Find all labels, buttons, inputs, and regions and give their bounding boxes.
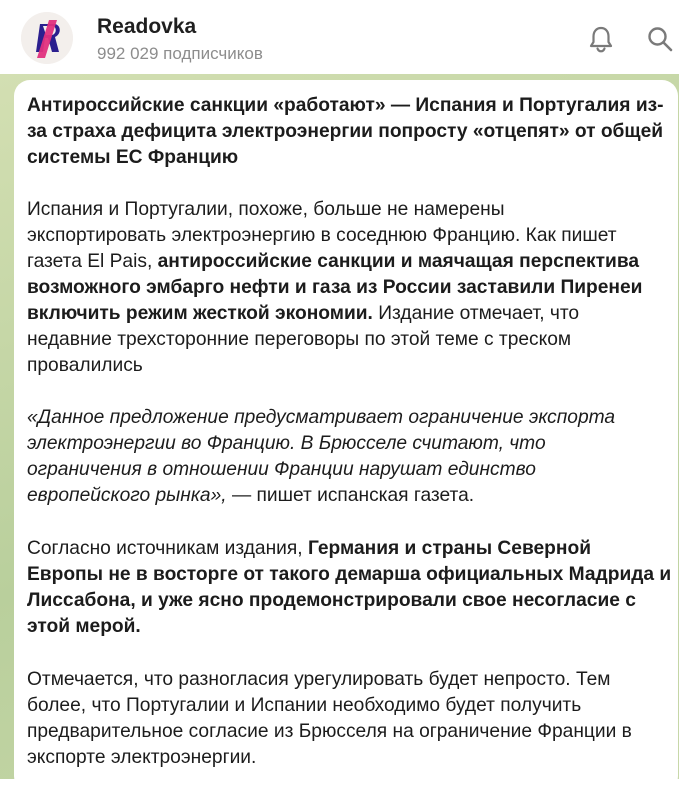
body-bold-text: Германия и страны Северной [307, 538, 591, 559]
quote-line: «Данное предложение предусматривает ограничение экспорта [27, 407, 616, 428]
search-icon[interactable] [645, 24, 675, 54]
body-line: экспортировать электроэнергию в соседнюю Францию. Как пишет [27, 225, 617, 246]
body-bold-line: Европы не в восторге от такого демарша официальных Мадрида и [27, 564, 672, 585]
body-line: более, что Португалии и Испании необходимо будет получить [27, 695, 582, 716]
body-line: провалились [27, 355, 143, 376]
body-text: Согласно источникам издания, [27, 538, 303, 559]
body-line: предварительное согласие из Брюсселя на ограничение Франции в [27, 721, 632, 742]
body-text: Издание отмечает, что [378, 303, 580, 324]
readovka-logo [21, 12, 73, 64]
body-line: экспорте электроэнергии. [27, 747, 257, 768]
quote-line: ограничения в отношении Франции нарушат единство [27, 459, 536, 480]
body-bold-line: возможного эмбарго нефти и газа из России заставили Пиренеи [27, 277, 643, 298]
body-bold-line: Лиссабона, и уже ясно продемонстрировали свое несогласие с [27, 590, 636, 611]
channel-title[interactable]: Readovka [97, 15, 197, 38]
body-bold-text: включить режим жесткой экономии. [27, 303, 373, 324]
body-bold-text: антироссийские санкции и маячащая перспектива [157, 251, 640, 272]
body-line: недавние трехсторонние переговоры по этой теме с треском [27, 329, 572, 350]
body-line: Испания и Португалии, похоже, больше не намерены [27, 199, 505, 220]
body-line [27, 536, 591, 562]
body-text: — пишет испанская газета. [231, 485, 475, 506]
quote-text: европейского рынка», [27, 485, 227, 506]
channel-avatar[interactable] [21, 12, 73, 64]
quote-line: электроэнергии во Францию. В Брюсселе считают, что [27, 433, 546, 454]
body-text: газета El Pais, [27, 251, 153, 272]
body-line [27, 301, 579, 327]
quote-line [27, 483, 474, 509]
body-bold-line: этой мерой. [27, 616, 141, 637]
post-headline-line: за страха дефицита электроэнергии попросту «отцепят» от общей [27, 121, 664, 142]
body-line [27, 249, 639, 275]
post-headline-line: Антироссийские санкции «работают» — Испания и Португалия из- [27, 95, 664, 116]
post-headline-line: системы ЕС Францию [27, 147, 239, 168]
body-line: Отмечается, что разногласия урегулировать будет непросто. Тем [27, 669, 611, 690]
channel-header [0, 0, 679, 74]
bell-icon[interactable] [586, 24, 616, 54]
subscriber-count: 992 029 подписчиков [97, 44, 263, 63]
